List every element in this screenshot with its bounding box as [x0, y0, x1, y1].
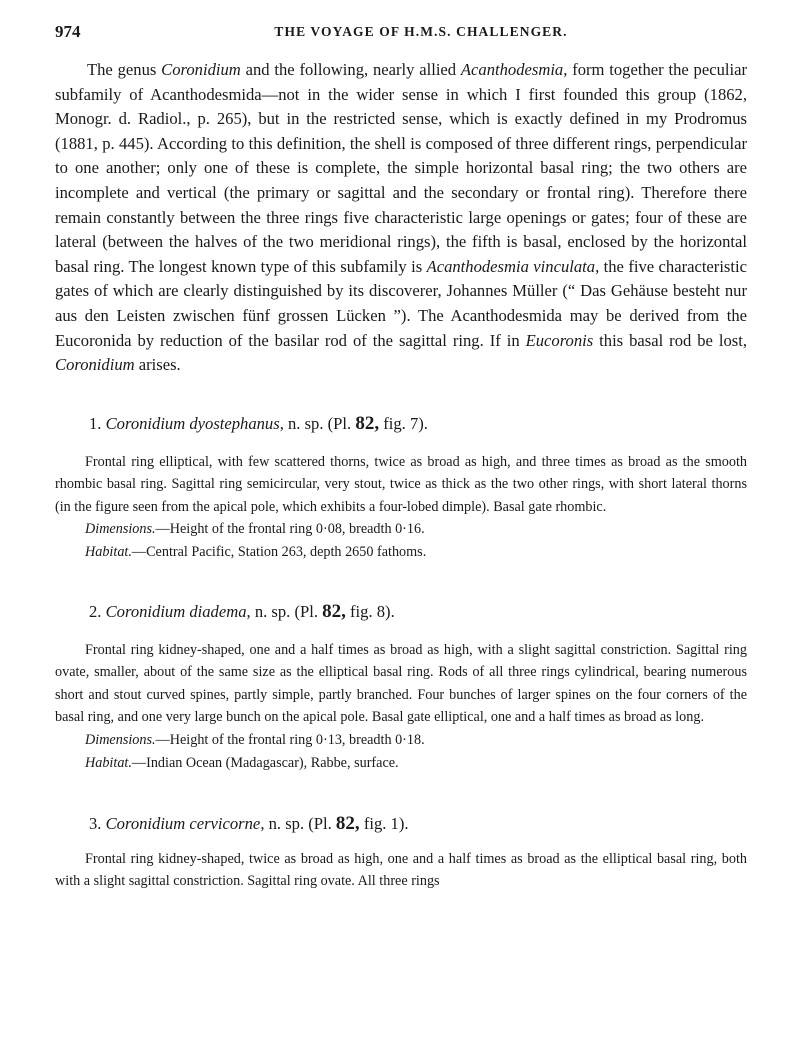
page: [55, 22, 747, 892]
species-heading-2: 2. Coronidium diadema, n. sp. (Pl. 82, fig. 8).: [89, 600, 395, 622]
page-number: 974: [55, 22, 81, 41]
species-habitat-2: Habitat.—Indian Ocean (Madagascar), Rabbe, surface.: [85, 754, 399, 771]
species-name: Coronidium dyostephanus: [105, 413, 280, 433]
running-head: [55, 22, 747, 48]
species-description-2: Frontal ring kidney-shaped, one and a half times as broad as high, with a slight sagittal constriction. Sagittal ring ovate, smaller, about of the same size as the elliptical basal ring. Rods of all three rings cylindrical, bearing numerous short and stout curved spines, partly simple, partly branched. Four bunches of larger spines on the four corners of the basal ring, and one very large bunch on the apical pole. Basal gate elliptical, one and a half times as broad as long.: [55, 641, 747, 726]
intro-paragraph: The genus Coronidium and the following, nearly allied Acanthodesmia, form together the peculiar subfamily of Acanthodesmida—not in the wider sense in which I first founded this group (1862, Monogr. d. Radiol., p. 265), but in the restricted sense, which is exactly defined in my Prodromus (1881, p. 445). According to this definition, the shell is composed of three different rings, perpendicular to one another; only one of these is complete, the simple horizontal basal ring; the two others are incomplete and vertical (the primary or sagittal and the secondary or frontal ring). Therefore there remain constantly between the three rings five characteristic large openings or gates; four of these are lateral (between the halves of the two meridional rings), the fifth is basal, enclosed by the horizontal basal ring. The longest known type of this subfamily is Acanthodesmia vinculata, the five characteristic gates of which are clearly distinguished by its discoverer, Johannes Müller (“ Das Gehäuse besteht nur aus den Leisten zwischen fünf grossen Lücken ”). The Acanthodesmida may be derived from the Eucoronida by reduction of the basilar rod of the sagittal ring. If in Eucoronis this basal rod be lost, Coronidium arises.: [55, 60, 748, 375]
species-dimensions-1: Dimensions.—Height of the frontal ring 0·08, breadth 0·16.: [85, 520, 425, 537]
species-habitat-1: Habitat.—Central Pacific, Station 263, depth 2650 fathoms.: [85, 543, 427, 560]
running-title: THE VOYAGE OF H.M.S. CHALLENGER.: [274, 24, 568, 39]
species-description-1: Frontal ring elliptical, with few scattered thorns, twice as broad as high, and three times as broad as the smooth rhombic basal ring. Sagittal ring semicircular, very stout, twice as thick as the two other rings, with short lateral thorns (in the figure seen from the apical pole, which exhibits a four-lobed dimple). Basal gate rhombic.: [55, 453, 747, 515]
species-heading-3: 3. Coronidium cervicorne, n. sp. (Pl. 82, fig. 1).: [89, 812, 409, 834]
species-name: Coronidium diadema: [105, 601, 247, 621]
species-description-3: Frontal ring kidney-shaped, twice as broad as high, one and a half times as broad as the elliptical basal ring, both with a slight sagittal constriction. Sagittal ring ovate. All three rings: [55, 850, 747, 889]
species-heading-1: 1. Coronidium dyostephanus, n. sp. (Pl. 82, fig. 7).: [89, 412, 428, 434]
species-name: Coronidium cervicorne: [105, 813, 261, 833]
species-dimensions-2: Dimensions.—Height of the frontal ring 0·13, breadth 0·18.: [85, 731, 425, 748]
